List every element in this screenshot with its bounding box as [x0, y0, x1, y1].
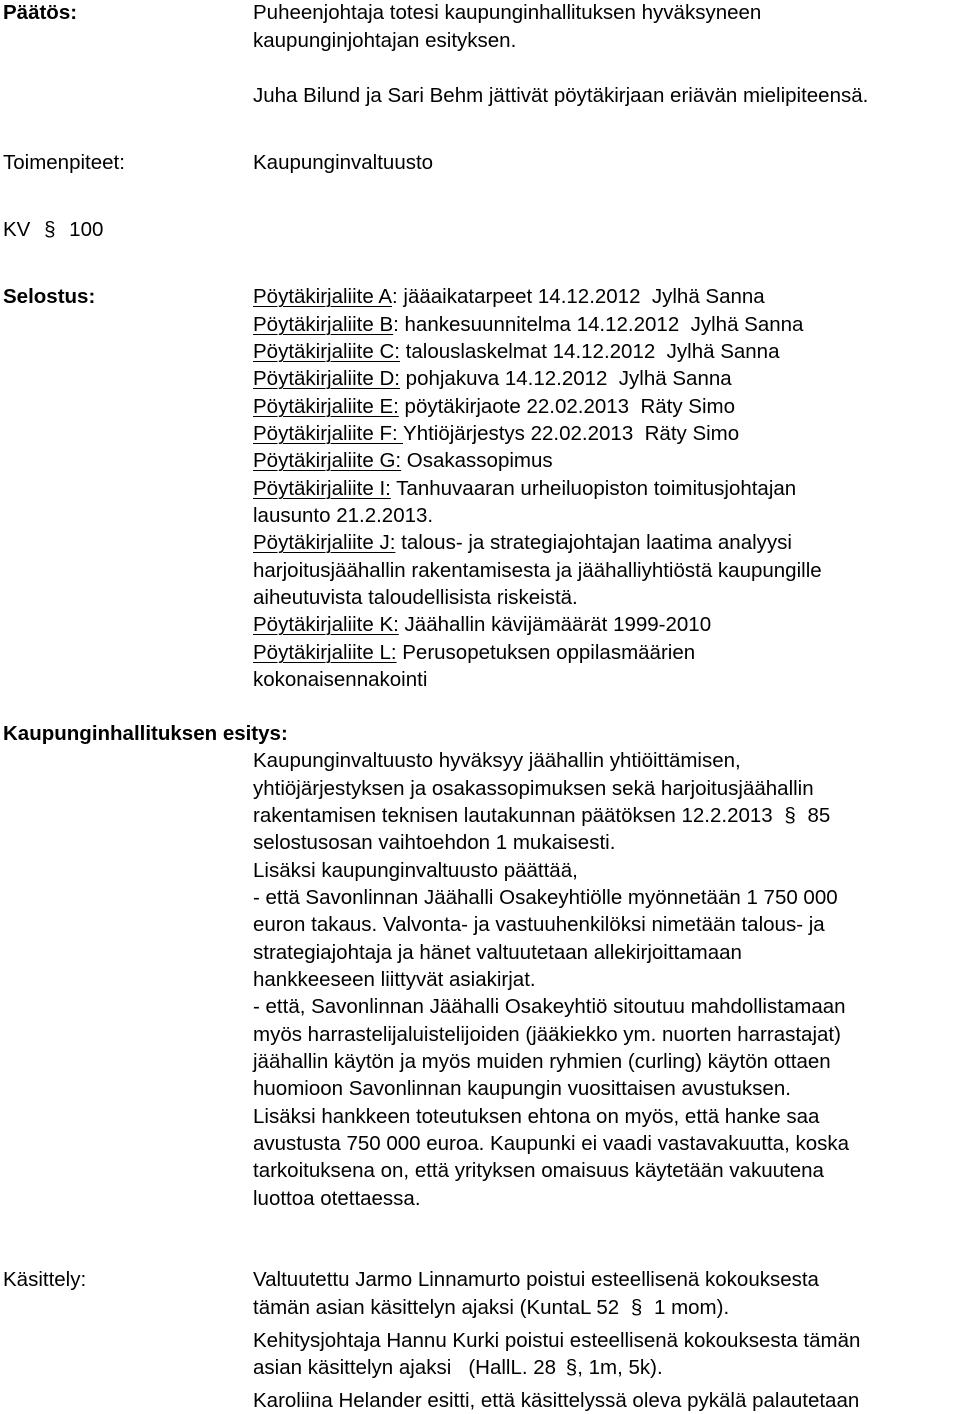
attachment-text: kokonaisennakointi — [253, 668, 428, 691]
attachment-text: Jäähallin kävijämäärät 1999-2010 — [398, 613, 712, 636]
attachment-text: talouslaskelmat 14.12.2012 Jylhä Sanna — [399, 340, 780, 363]
esitys-line: - että, Savonlinnan Jäähalli Osakeyhtiö sitoutuu mahdollistamaan — [253, 995, 846, 1018]
kasittely-text: , 1m, 5k). — [577, 1356, 663, 1379]
selostus-label: Selostus: — [3, 285, 96, 308]
attachment-ref: Pöytäkirjaliite L: — [253, 641, 397, 664]
attachment-item — [253, 287, 765, 308]
attachment-item — [253, 533, 792, 554]
esitys-line: Kaupunginvaltuusto hyväksyy jäähallin yhtiöittämisen, — [253, 749, 741, 772]
attachment-text: harjoitusjäähallin rakentamisesta ja jäähalliyhtiöstä kaupungille — [253, 559, 822, 582]
kasittely-label: Käsittely: — [3, 1268, 87, 1291]
esitys-line: luottoa otettaessa. — [253, 1187, 421, 1210]
kasittely-line: Kehitysjohtaja Hannu Kurki poistui esteellisenä kokouksesta tämän — [253, 1329, 861, 1352]
attachment-text: : hankesuunnitelma 14.12.2012 Jylhä Sanna — [393, 313, 804, 336]
attachment-ref: Pöytäkirjaliite F: — [253, 422, 404, 445]
section-sign: § — [784, 804, 796, 827]
attachment-item — [253, 506, 433, 527]
attachment-text: Perusopetuksen oppilasmäärien — [396, 641, 696, 664]
attachment-ref: Pöytäkirjaliite J: — [253, 531, 396, 554]
kasittely-line: Karoliina Helander esitti, että käsittelyssä oleva pykälä palautetaan — [253, 1389, 860, 1412]
attachment-ref: Pöytäkirjaliite D: — [253, 367, 400, 390]
toimenpiteet-label: Toimenpiteet: — [3, 151, 125, 174]
attachment-text: Yhtiöjärjestys 22.02.2013 Räty Simo — [403, 422, 740, 445]
attachment-item — [253, 670, 427, 691]
attachment-text: lausunto 21.2.2013. — [253, 504, 434, 527]
attachment-item — [253, 342, 779, 363]
esitys-text: 85 — [807, 804, 831, 827]
attachment-item — [253, 479, 796, 500]
esitys-line: euron takaus. Valvonta- ja vastuuhenkilöksi nimetään talous- ja — [253, 913, 825, 936]
kv-number: 100 — [69, 218, 104, 241]
esitys-label: Kaupunginhallituksen esitys: — [3, 722, 288, 745]
kasittely-line — [253, 1298, 729, 1319]
esitys-line: jäähallin käytön ja myös muiden ryhmien (curling) käytön ottaen — [253, 1050, 831, 1073]
attachment-ref: Pöytäkirjaliite K: — [253, 613, 399, 636]
paatos-line: kaupunginjohtajan esityksen. — [253, 29, 517, 52]
attachment-item — [253, 315, 803, 336]
esitys-line — [253, 806, 830, 827]
kasittely-line — [253, 1358, 663, 1379]
paatos-line: Juha Bilund ja Sari Behm jättivät pöytäkirjaan eriävän mielipiteensä. — [253, 84, 869, 107]
attachment-ref: Pöytäkirjaliite B — [253, 313, 394, 336]
esitys-line: hankkeeseen liittyvät asiakirjat. — [253, 968, 536, 991]
esitys-line: selostusosan vaihtoehdon 1 mukaisesti. — [253, 831, 616, 854]
attachment-ref: Pöytäkirjaliite G: — [253, 449, 402, 472]
attachment-ref: Pöytäkirjaliite C: — [253, 340, 400, 363]
esitys-line: Lisäksi kaupunginvaltuusto päättää, — [253, 859, 578, 882]
attachment-text: : jääaikatarpeet 14.12.2012 Jylhä Sanna — [392, 285, 765, 308]
esitys-line: yhtiöjärjestyksen ja osakassopimuksen sekä harjoitusjäähallin — [253, 777, 814, 800]
section-sign: § — [44, 218, 56, 241]
attachment-text: pöytäkirjaote 22.02.2013 Räty Simo — [398, 395, 736, 418]
attachment-item — [253, 615, 711, 636]
kasittely-text: 1 mom). — [653, 1296, 730, 1319]
kv-prefix: KV — [3, 218, 31, 241]
attachment-item — [253, 397, 735, 418]
attachment-text: Osakassopimus — [401, 449, 553, 472]
attachment-ref: Pöytäkirjaliite A — [253, 285, 393, 308]
attachment-item — [253, 588, 578, 609]
attachment-text: pohjakuva 14.12.2012 Jylhä Sanna — [399, 367, 732, 390]
paatos-line: Puheenjohtaja totesi kaupunginhallituksen hyväksyneen — [253, 1, 762, 24]
attachment-item — [253, 643, 695, 664]
kv-reference — [3, 220, 103, 241]
esitys-line: strategiajohtaja ja hänet valtuutetaan allekirjoittamaan — [253, 941, 742, 964]
attachment-text: aiheutuvista taloudellisista riskeistä. — [253, 586, 578, 609]
section-sign: § — [630, 1296, 643, 1319]
paatos-label: Päätös: — [3, 1, 78, 24]
attachment-ref: Pöytäkirjaliite I: — [253, 477, 391, 500]
kasittely-text: tämän asian käsittelyn ajaksi (KuntaL 52 — [253, 1296, 620, 1319]
esitys-line: Lisäksi hankkeen toteutuksen ehtona on myös, että hanke saa — [253, 1105, 820, 1128]
attachment-text: talous- ja strategiajohtajan laatima analyysi — [395, 531, 792, 554]
esitys-line: avustusta 750 000 euroa. Kaupunki ei vaadi vastavakuutta, koska — [253, 1132, 850, 1155]
section-sign: § — [565, 1356, 578, 1379]
kasittely-text: asian käsittelyn ajaksi (HallL. 28 — [253, 1356, 557, 1379]
esitys-line: tarkoituksena on, että yrityksen omaisuus käytetään vakuutena — [253, 1159, 824, 1182]
esitys-line: huomioon Savonlinnan kaupungin vuosittaisen avustuksen. — [253, 1077, 791, 1100]
toimenpiteet-value: Kaupunginvaltuusto — [253, 151, 434, 174]
attachment-text: Tanhuvaaran urheiluopiston toimitusjohtajan — [390, 477, 797, 500]
esitys-text: rakentamisen teknisen lautakunnan päätöksen 12.2.2013 — [253, 804, 773, 827]
attachment-item — [253, 451, 553, 472]
attachment-item — [253, 424, 739, 445]
attachment-item — [253, 561, 822, 582]
esitys-line: myös harrastelijaluistelijoiden (jääkiekko ym. nuorten harrastajat) — [253, 1023, 841, 1046]
attachment-item — [253, 369, 732, 390]
attachment-ref: Pöytäkirjaliite E: — [253, 395, 399, 418]
kasittely-line: Valtuutettu Jarmo Linnamurto poistui esteellisenä kokouksesta — [253, 1268, 819, 1291]
esitys-line: - että Savonlinnan Jäähalli Osakeyhtiölle myönnetään 1 750 000 — [253, 886, 838, 909]
